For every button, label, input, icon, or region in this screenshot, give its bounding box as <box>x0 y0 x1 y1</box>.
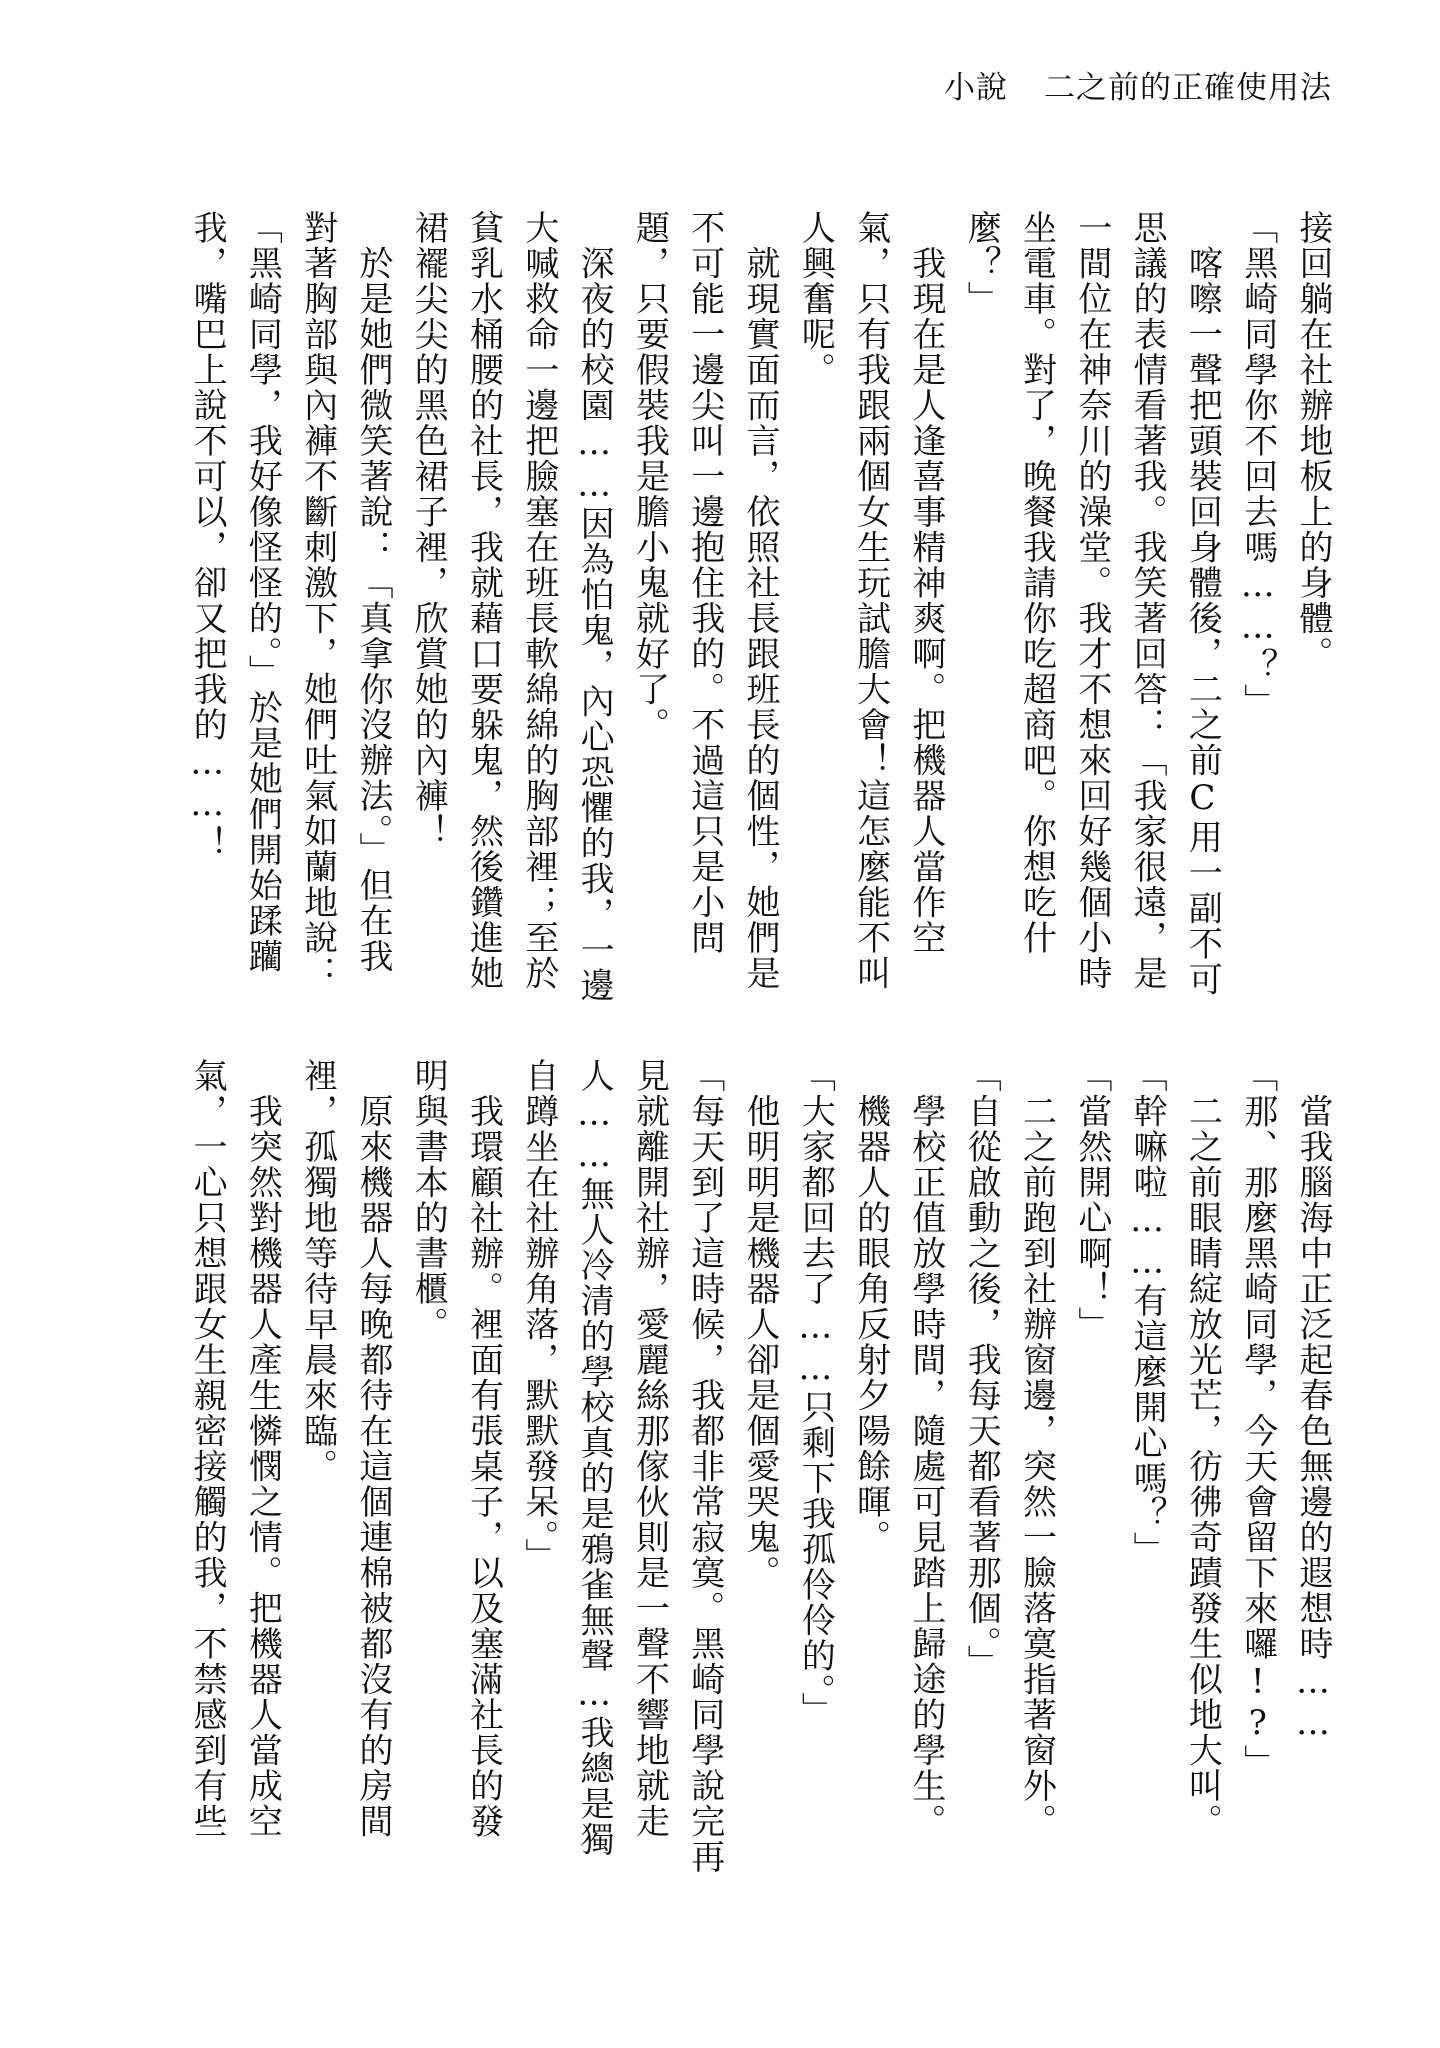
text-column: 「每天到了這時候，我都非常寂寞。黑崎同學說完再 <box>684 1058 725 1875</box>
text-column: 貧乳水桶腰的社長，我就藉口要躲鬼，然後鑽進她 <box>463 210 504 991</box>
chapter-title: 二之前的正確使用法 <box>1044 70 1332 106</box>
section-label: 小說 <box>944 70 1008 106</box>
text-column: 接回躺在社辦地板上的身體。 <box>1293 210 1333 672</box>
text-column: 氣，只有我跟兩個女生玩試膽大會！這怎麼能不叫 <box>850 210 891 991</box>
text-column: 不可能一邊尖叫一邊抱住我的。不過這只是小問 <box>684 210 725 956</box>
text-column: 一間位在神奈川的澡堂。我才不想來回好幾個小時 <box>1071 210 1112 991</box>
text-column: 機器人的眼角反射夕陽餘暉。 <box>850 1058 891 1555</box>
text-column: 明與書本的書櫃。 <box>408 1058 449 1342</box>
text-column: 我環顧社辦。裡面有張桌子，以及塞滿社長的發 <box>463 1058 504 1839</box>
text-column: 就現實面而言，依照社長跟班長的個性，她們是 <box>740 210 781 991</box>
text-column: 氣，一心只想跟女生親密接觸的我，不禁感到有些 <box>187 1058 228 1839</box>
text-column: 題，只要假裝我是膽小鬼就好了。 <box>629 210 670 743</box>
text-column: 自蹲坐在社辦角落，默默發呆。」 <box>518 1058 559 1574</box>
text-block-bottom <box>179 1058 1340 1875</box>
text-column: 二之前眼睛綻放光芒，彷彿奇蹟發生似地大叫。 <box>1182 1058 1223 1839</box>
text-column: 見就離開社辦，愛麗絲那傢伙則是一聲不響地就走 <box>629 1058 670 1839</box>
text-column: 學校正值放學時間，隨處可見踏上歸途的學生。 <box>905 1058 946 1839</box>
text-column: 麼？」 <box>961 210 1002 317</box>
text-column: 對著胸部與內褲不斷刺激下，她們吐氣如蘭地說： <box>297 210 338 991</box>
text-column: 二之前跑到社辦窗邊，突然一臉落寞指著窗外。 <box>1016 1058 1057 1839</box>
text-column: 我突然對機器人產生憐憫之情。把機器人當成空 <box>242 1058 283 1839</box>
text-column: 他明明是機器人卻是個愛哭鬼。 <box>740 1058 781 1591</box>
text-column: 「那、那麼黑崎同學，今天會留下來囉!?」 <box>1237 1058 1278 1780</box>
text-block-top <box>179 210 1340 1010</box>
text-column: 坐電車。對了，晚餐我請你吃超商吧。你想吃什 <box>1016 210 1057 956</box>
text-column: 原來機器人每晚都待在這個連棉被都沒有的房間 <box>352 1058 393 1839</box>
text-column: 大喊救命一邊把臉塞在班長軟綿綿的胸部裡；至於 <box>518 210 559 991</box>
text-column: 思議的表情看著我。我笑著回答：「我家很遠，是 <box>1127 210 1168 991</box>
text-column: 「黑崎同學，我好像怪怪的。」於是她們開始蹂躪 <box>242 210 283 974</box>
text-column: 「大家都回去了……只剩下我孤伶伶的。」 <box>795 1058 836 1728</box>
text-column: 我現在是人逢喜事精神爽啊。把機器人當作空 <box>905 210 946 956</box>
text-column: 深夜的校園……因為怕鬼，內心恐懼的我，一邊 <box>574 210 615 1003</box>
text-column: 裡，孤獨地等待早晨來臨。 <box>297 1058 338 1484</box>
text-column: 「當然開心啊！」 <box>1071 1058 1112 1342</box>
text-column: 「幹嘛啦……有這麼開心嗎？」 <box>1127 1058 1168 1567</box>
text-column: 人……無人冷清的學校真的是鴉雀無聲…我總是獨 <box>574 1058 615 1857</box>
text-column: 喀嚓一聲把頭裝回身體後，二之前C用一副不可 <box>1182 210 1223 997</box>
text-column: 「黑崎同學你不回去嗎……？」 <box>1237 210 1278 719</box>
running-header <box>944 62 1332 107</box>
text-column: 人興奮呢。 <box>795 210 836 388</box>
text-column: 我，嘴巴上說不可以，卻又把我的……！ <box>187 210 228 861</box>
text-column: 當我腦海中正泛起春色無邊的遐想時…… <box>1293 1058 1333 1745</box>
text-column: 裙襬尖尖的黑色裙子裡，欣賞她的內褲！ <box>408 210 449 849</box>
text-column: 於是她們微笑著說：「真拿你沒辦法。」但在我 <box>352 210 393 974</box>
text-column: 「自從啟動之後，我每天都看著那個。」 <box>961 1058 1002 1680</box>
